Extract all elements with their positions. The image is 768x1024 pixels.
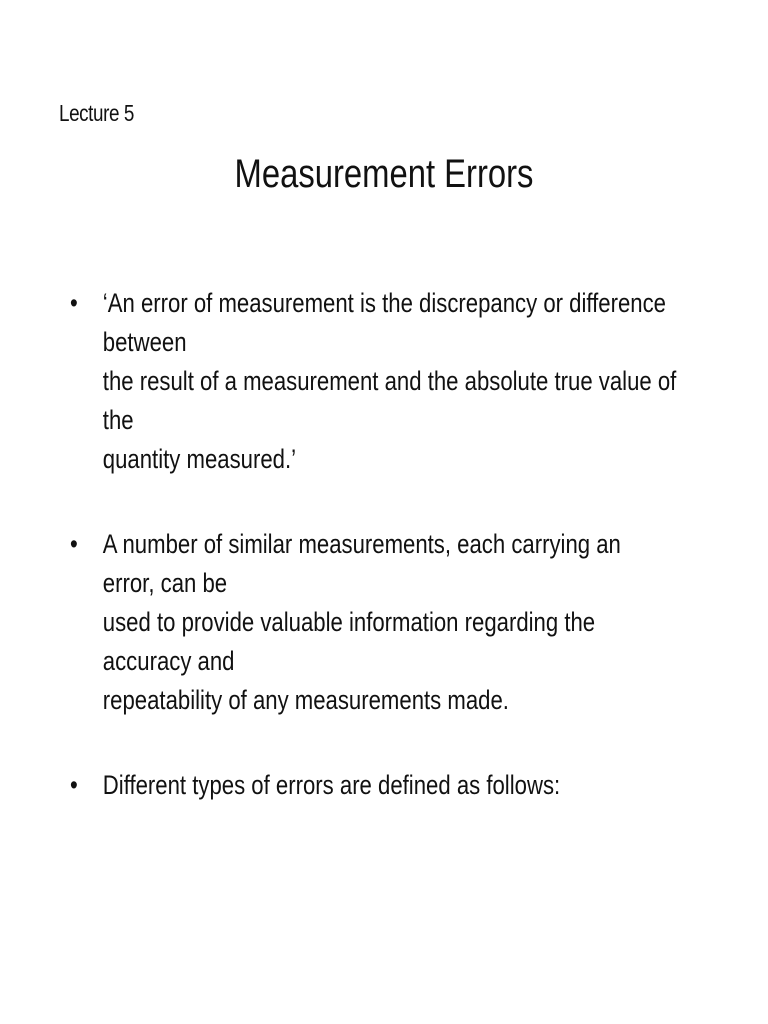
bullet-line: A number of similar measurements, each carrying an error, can be (102, 529, 621, 598)
bullet-item (70, 525, 677, 720)
bullet-list (70, 284, 677, 851)
bullet-line: the result of a measurement and the absolute true value of the (102, 366, 677, 435)
bullet-line: quantity measured.’ (102, 444, 297, 474)
bullet-dot-icon: • (70, 770, 78, 800)
bullet-line: repeatability of any measurements made. (102, 685, 509, 715)
bullet-item (70, 284, 677, 479)
slide-title: Measurement Errors (234, 152, 534, 196)
bullet-line: ‘An error of measurement is the discrepancy or difference between (102, 288, 666, 357)
bullet-dot-icon: • (70, 288, 78, 318)
bullet-dot-icon: • (70, 529, 78, 559)
bullet-line: used to provide valuable information regarding the accuracy and (102, 607, 596, 676)
lecture-label: Lecture 5 (59, 100, 134, 126)
bullet-item (70, 766, 677, 805)
bullet-line: Different types of errors are defined as follows: (102, 770, 561, 800)
